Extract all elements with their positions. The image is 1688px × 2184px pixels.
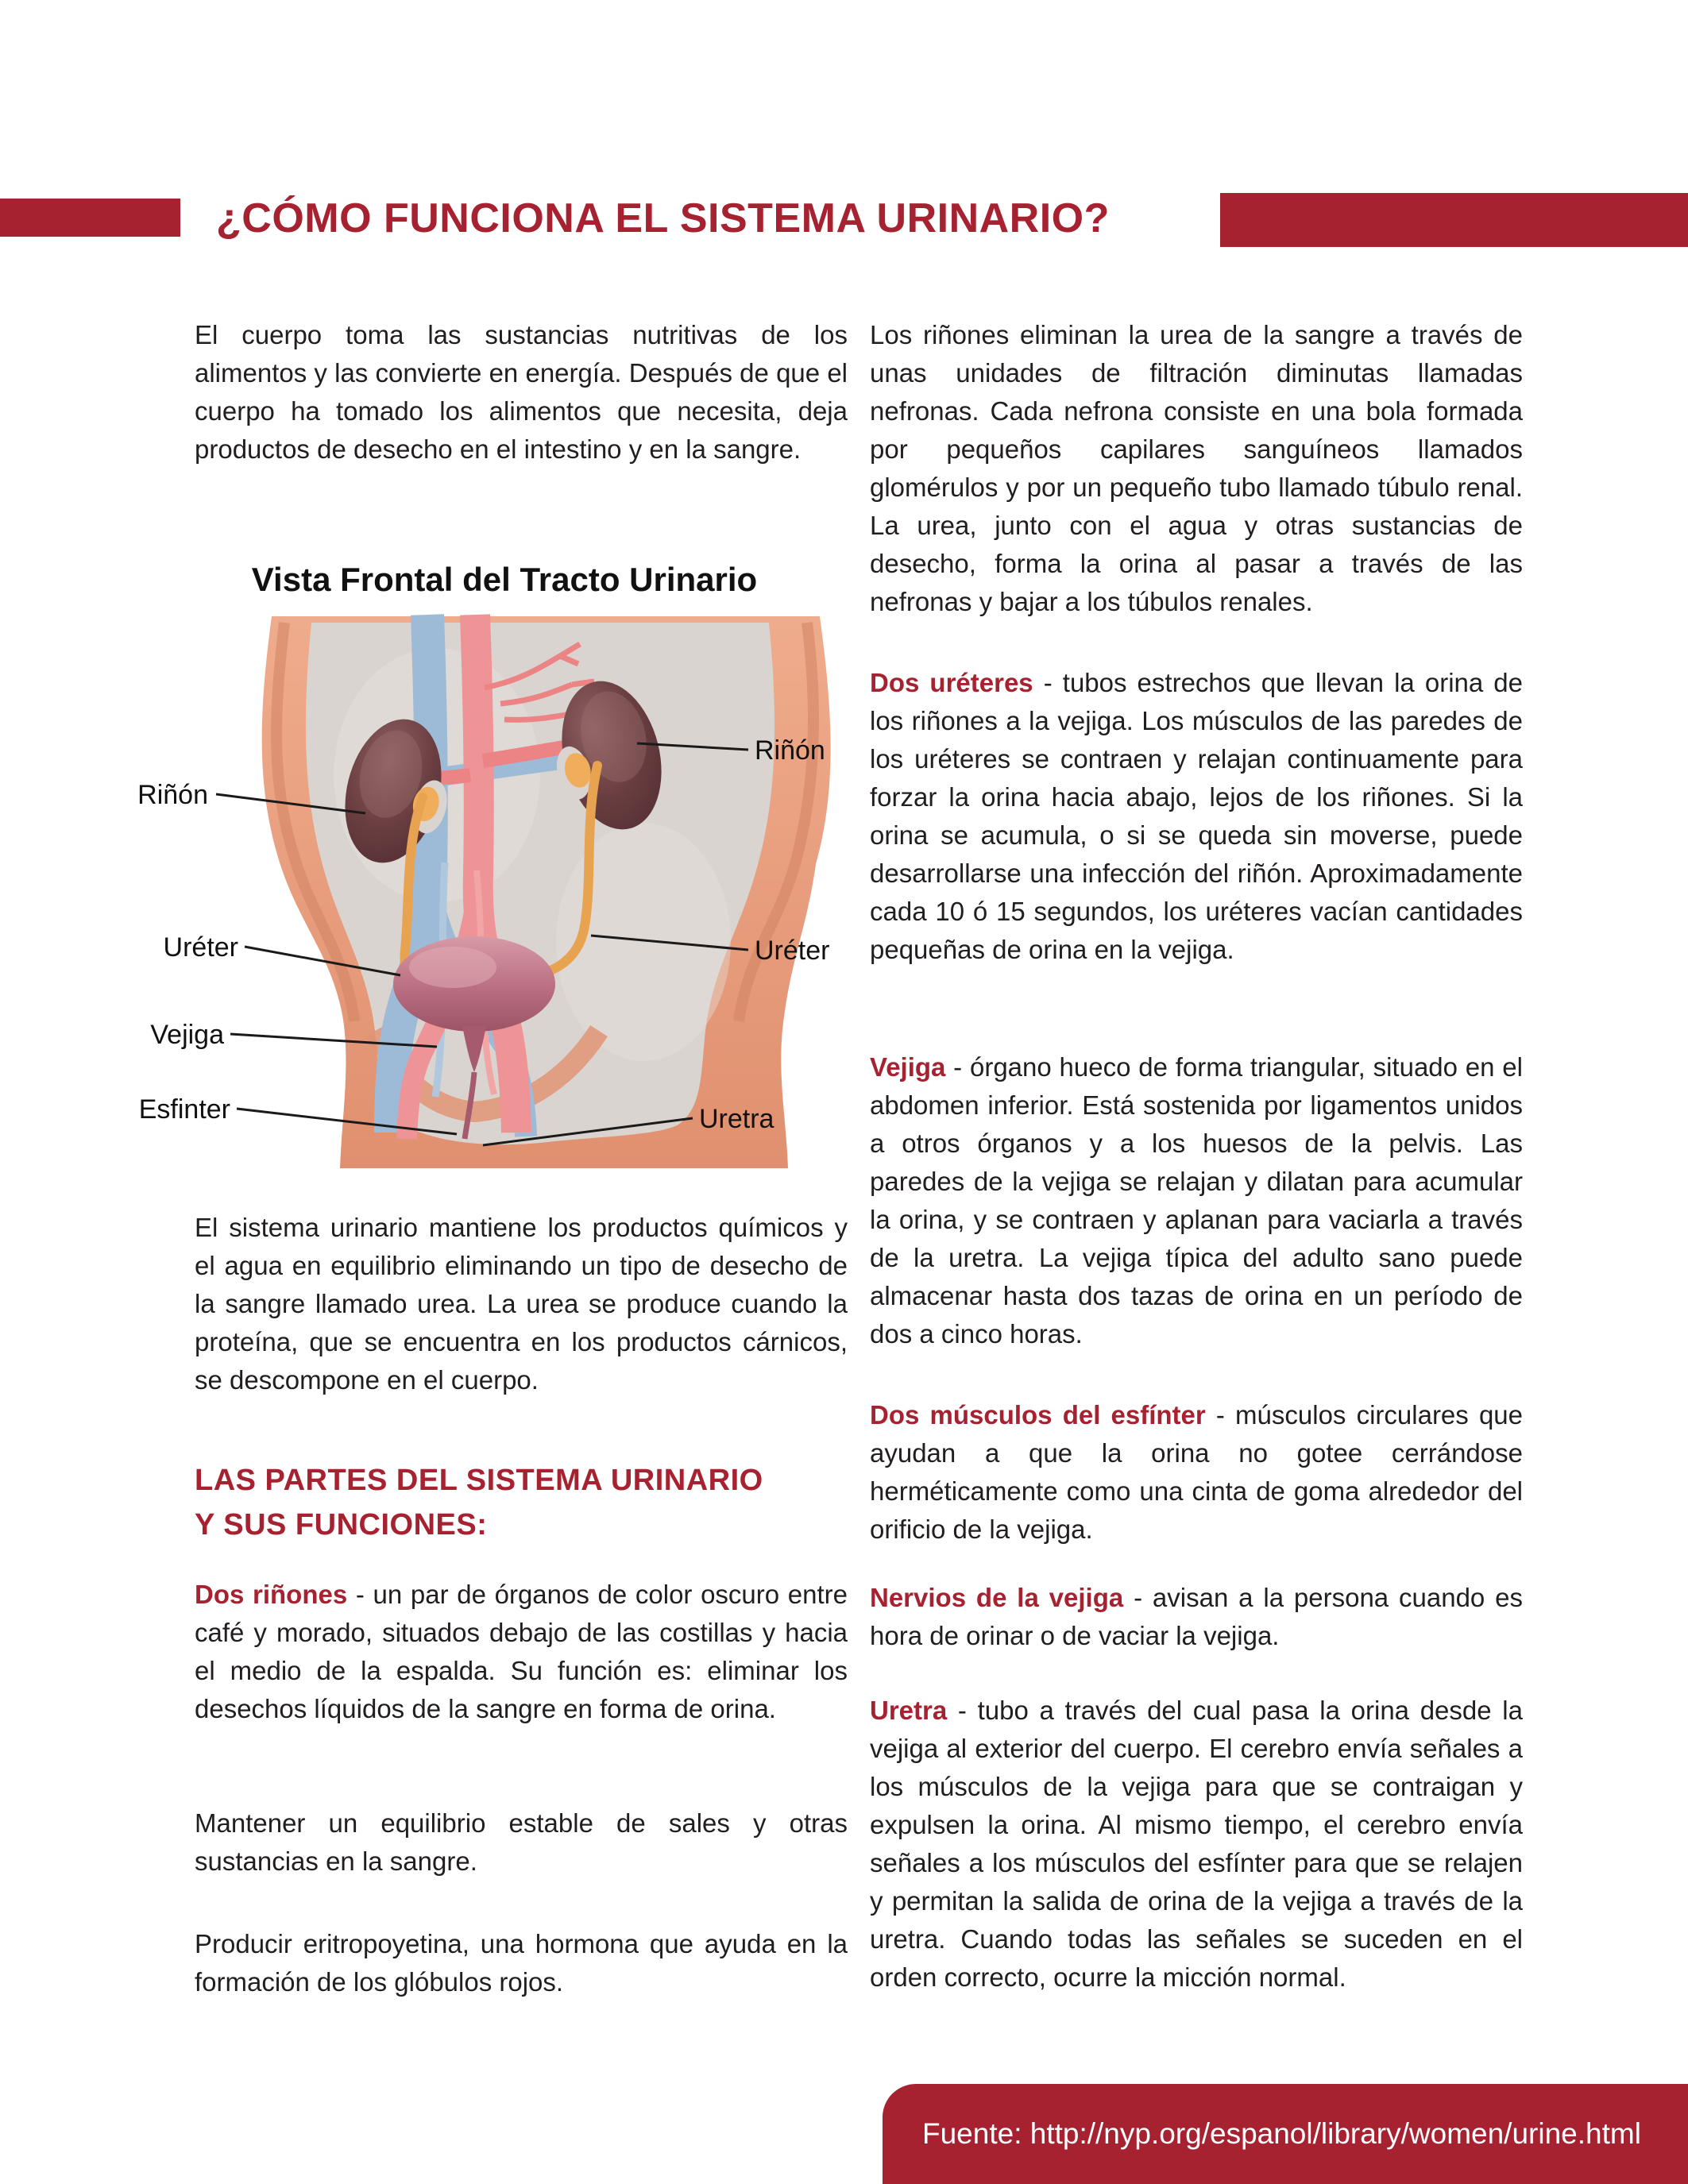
paragraph-mantener [195, 1804, 848, 1881]
term-label: Dos músculos del esfínter [870, 1400, 1206, 1430]
label-kidney-left: Riñón [137, 780, 208, 810]
term-label: Dos uréteres [870, 668, 1033, 697]
paragraph-text: - avisan a la persona cuando es hora de orinar o de vaciar la vejiga. [870, 1583, 1523, 1650]
paragraph-text: - tubos estrechos que llevan la orina de los riñones a la vejiga. Los músculos de las paredes de los uréteres se contraen y relajan continuamente para forzar la orina hacia abajo, lejos de los riñones. Si la orina se acumula, o si se queda sin moverse, puede desarrollarse una infección del riñón. Aproximadamente cada 10 ó 15 segundos, los uréteres vacían cantidades pequeñas de orina en la vejiga. [870, 668, 1523, 964]
paragraph-producir [195, 1925, 848, 2001]
paragraph-rinones-eliminan [870, 316, 1523, 621]
paragraph-text: - tubo a través del cual pasa la orina desde la vejiga al exterior del cuerpo. El cerebro envía señales a los músculos de la vejiga para que se contraigan y expulsen la orina. Al mismo tiempo, el cerebro envía señales a los músculos del esfínter para que se relajen y permitan la salida de orina de la vejiga a través de la uretra. Cuando todas las señales se suceden en el orden correcto, ocurre la micción normal. [870, 1696, 1523, 1992]
footer-source-box [883, 2084, 1688, 2184]
paragraph-dos-rinones [195, 1576, 848, 1728]
header-bar-left [0, 199, 180, 237]
paragraph-uretra [870, 1692, 1523, 1997]
paragraph-text: Los riñones eliminan la urea de la sangre a través de unas unidades de filtración diminutas llamadas nefronas. Cada nefrona consiste en una bola formada por pequeños capilares sanguíneos llamados glomérulos y por un pequeño tubo llamado túbulo renal. La urea, junto con el agua y otras sustancias de desecho, forma la orina al pasar a través de las nefronas y bajar a los túbulos renales. [870, 320, 1523, 616]
paragraph-intro [195, 316, 848, 469]
paragraph-esfinter [870, 1396, 1523, 1549]
paragraph-text: - un par de órganos de color oscuro entre café y morado, situados debajo de las costillas y hacia el medio de la espalda. Su función es: eliminar los desechos líquidos de la sangre en forma de orina. [195, 1580, 848, 1723]
header-bar-right [1220, 193, 1688, 247]
paragraph-text: - músculos circulares que ayudan a que la orina no gotee cerrándose herméticamente como una cinta de goma alrededor del orificio de la vejiga. [870, 1400, 1523, 1544]
paragraph-text: - órgano hueco de forma triangular, situado en el abdomen inferior. Está sostenida por ligamentos unidos a otros órganos y a los huesos de la pelvis. Las paredes de la vejiga se relajan y dilatan para acumular la orina, y se contraen y aplanan para vaciarla a través de la uretra. La vejiga típica del adulto sano puede almacenar hasta dos tazas de orina en un período de dos a cinco horas. [870, 1052, 1523, 1349]
label-urethra: Uretra [699, 1104, 774, 1134]
section-heading [195, 1458, 848, 1547]
term-label: Dos riñones [195, 1580, 348, 1609]
label-kidney-right: Riñón [755, 735, 825, 766]
footer-source-text: Fuente: http://nyp.org/espanol/library/women/urine.html [922, 2117, 1641, 2150]
label-sphincter: Esfinter [138, 1094, 230, 1125]
page-title: ¿CÓMO FUNCIONA EL SISTEMA URINARIO? [216, 195, 1110, 241]
section-heading-line2: Y SUS FUNCIONES: [195, 1508, 488, 1542]
paragraph-text: Mantener un equilibrio estable de sales y otras sustancias en la sangre. [195, 1808, 848, 1876]
section-heading-line1: LAS PARTES DEL SISTEMA URINARIO [195, 1464, 763, 1497]
paragraph-dos-ureteres [870, 664, 1523, 969]
urinary-tract-diagram [103, 608, 846, 1176]
label-ureter-right: Uréter [755, 936, 830, 966]
term-label: Nervios de la vejiga [870, 1583, 1124, 1612]
label-bladder: Vejiga [150, 1020, 224, 1050]
paragraph-nervios [870, 1579, 1523, 1655]
term-label: Uretra [870, 1696, 948, 1725]
paragraph-text: Producir eritropoyetina, una hormona que ayuda en la formación de los glóbulos rojos. [195, 1929, 848, 1997]
paragraph-text: El cuerpo toma las sustancias nutritivas de los alimentos y las convierte en energía. Después de que el cuerpo ha tomado los alimentos que necesita, deja productos de desecho en el intestino y en la sangre. [195, 320, 848, 464]
paragraph-after-diagram [195, 1209, 848, 1399]
term-label: Vejiga [870, 1052, 946, 1082]
label-ureter-left: Uréter [163, 932, 238, 963]
diagram-title: Vista Frontal del Tracto Urinario [251, 561, 758, 598]
paragraph-text: El sistema urinario mantiene los productos químicos y el agua en equilibrio eliminando un tipo de desecho de la sangre llamado urea. La urea se produce cuando la proteína, que se encuentra en los productos cárnicos, se descompone en el cuerpo. [195, 1213, 848, 1395]
paragraph-vejiga [870, 1048, 1523, 1353]
